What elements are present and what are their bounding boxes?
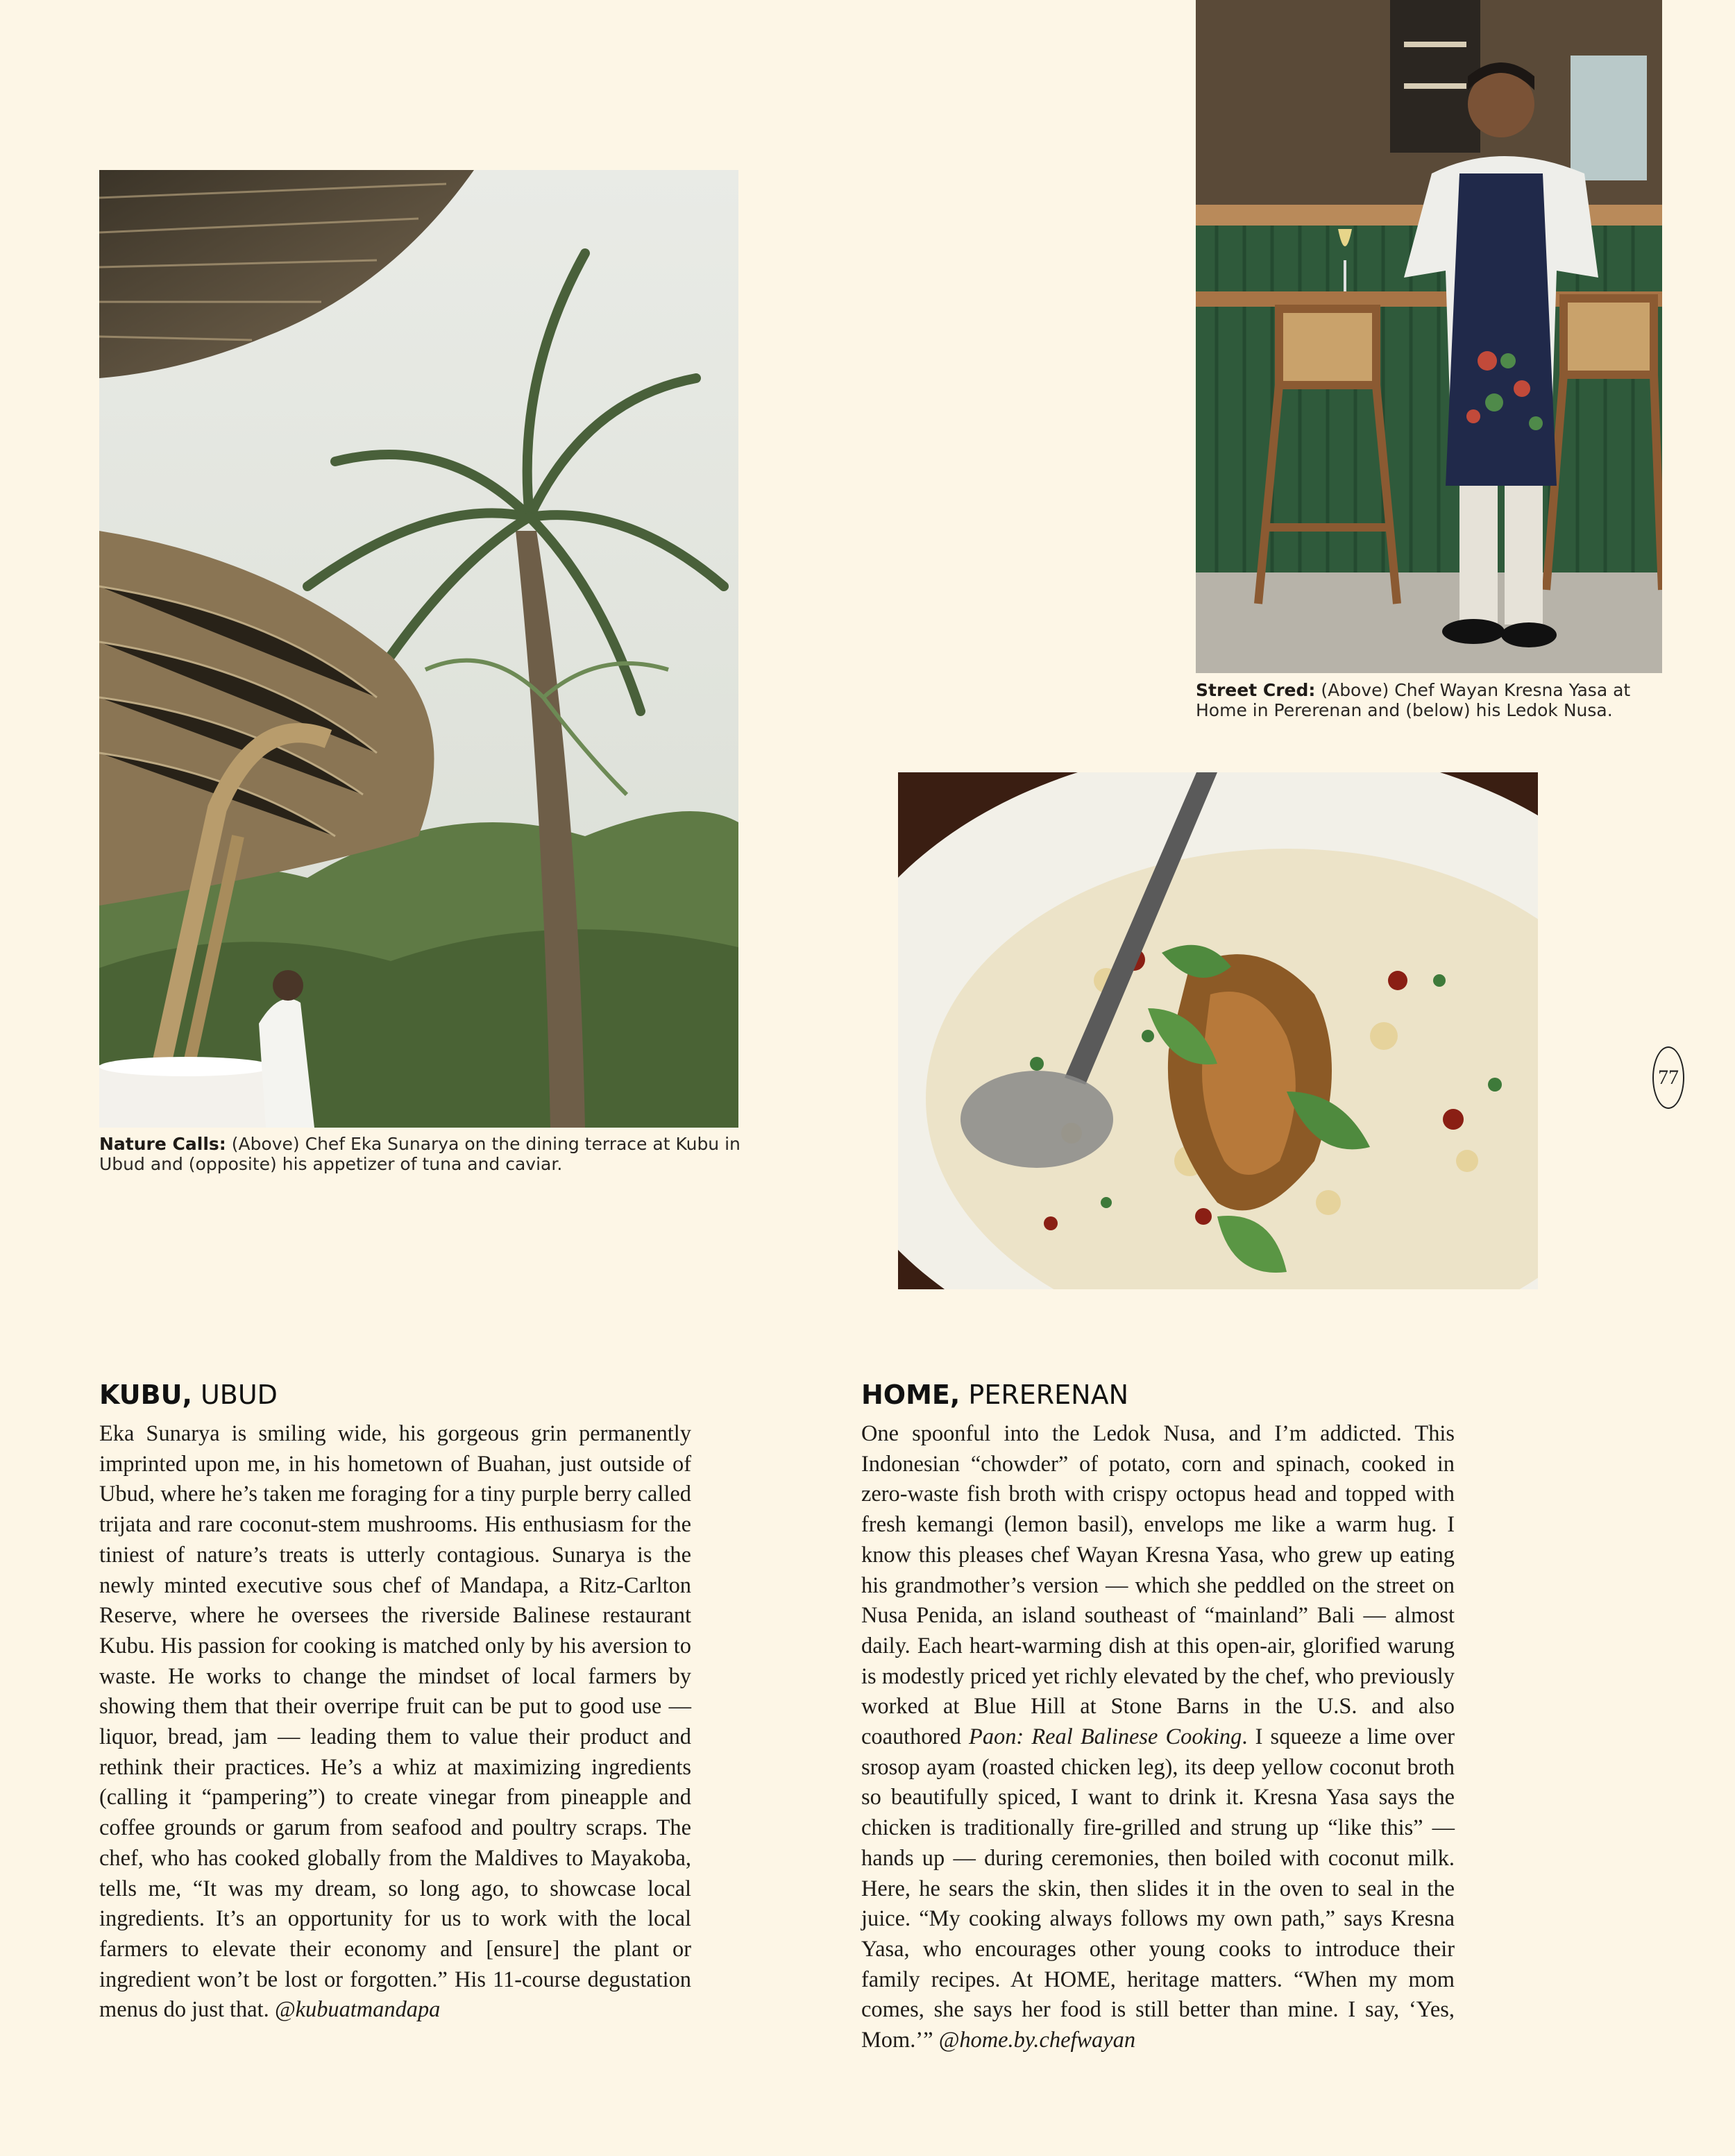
home-book-title: Paon: Real Balinese Cooking (969, 1724, 1242, 1750)
chef-home-illustration (1196, 0, 1662, 673)
home-heading-name: HOME, (861, 1380, 960, 1410)
home-caption-label: Street Cred: (1196, 680, 1316, 700)
kubu-terrace-photo (99, 170, 738, 1128)
home-article-body (861, 1419, 1455, 2056)
home-body-text-2: . I squeeze a lime over srosop ayam (roasted chicken leg), its deep yellow coconut broth so beautifully spiced, I want to drink it. Kresna Yasa says the chicken is traditionally fire-grilled and strung up “like this” — hands up — during ceremonies, then boiled with coconut milk. Here, he sears the skin, then slides it in the oven to seal in the juice. “My cooking always follows my own path,” says Kresna Yasa, who encourages other young cooks to introduce their family recipes. At HOME, heritage matters. “When my mom comes, she says her food is still better than mine. I say, ‘Yes, Mom.’” (861, 1724, 1455, 2053)
home-photo-caption (1196, 680, 1675, 720)
kubu-body-text: Eka Sunarya is smiling wide, his gorgeous grin permanently imprinted upon me, in his hometown of Buahan, just outside of Ubud, where he’s taken me foraging for a tiny purple berry called trijata and rare coconut-stem mushrooms. His enthusiasm for the tiniest of nature’s treats is utterly contagious. Sunarya is the newly minted executive sous chef of Mandapa, a Ritz-Carlton Reserve, where he oversees the riverside Balinese restaurant Kubu. His passion for cooking is matched only by his aversion to waste. He works to change the mindset of local farmers by showing them that their overripe fruit can be put to good use — liquor, bread, jam — leading them to value their product and rethink their practices. He’s a whiz at maximizing ingredients (calling it “pampering”) to create vinegar from pineapple and coffee grounds or garum from seafood and poultry scraps. The chef, who has cooked globally from the Maldives to Mayakoba, tells me, “It was my dream, so long ago, to showcase local ingredients. It’s an opportunity for us to work with the local farmers to elevate their economy and [ensure] the plant or ingredient won’t be lost or forgotten.” His 11-course degustation menus do just that. (99, 1421, 691, 2023)
kubu-instagram-handle: @kubuatmandapa (274, 1997, 441, 2023)
ledok-nusa-photo (898, 772, 1538, 1289)
kubu-heading (99, 1380, 278, 1410)
kubu-heading-name: KUBU, (99, 1380, 192, 1410)
kubu-heading-location: UBUD (192, 1380, 278, 1410)
chef-home-photo (1196, 0, 1662, 673)
kubu-terrace-illustration (99, 170, 738, 1128)
kubu-photo-caption (99, 1134, 745, 1174)
home-body-text-1: One spoonful into the Ledok Nusa, and I’m addicted. This Indonesian “chowder” of potato, corn and spinach, cooked in zero-waste fish broth with crispy octopus head and topped with fresh kemangi (lemon basil), envelops me like a warm hug. I know this pleases chef Wayan Kresna Yasa, who grew up eating his grandmother’s version — which she peddled on the street on Nusa Penida, an island southeast of “mainland” Bali — almost daily. Each heart-warming dish at this open-air, glorified warung is modestly priced yet richly elevated by the chef, who previously worked at Blue Hill at Stone Barns in the U.S. and also coauthored (861, 1421, 1455, 1750)
home-heading-location: PERERENAN (960, 1380, 1129, 1410)
ledok-nusa-illustration (898, 772, 1538, 1289)
kubu-caption-label: Nature Calls: (99, 1134, 226, 1154)
home-instagram-handle: @home.by.chefwayan (938, 2028, 1136, 2053)
home-heading (861, 1380, 1128, 1410)
page-number: 77 (1652, 1046, 1684, 1109)
kubu-article-body (99, 1419, 691, 2026)
kubu-caption-text: (Above) Chef Eka Sunarya on the dining terrace at Kubu in Ubud and (opposite) his appetizer of tuna and caviar. (99, 1134, 740, 1174)
home-caption-text: (Above) Chef Wayan Kresna Yasa at Home in Pererenan and (below) his Ledok Nusa. (1196, 680, 1631, 720)
